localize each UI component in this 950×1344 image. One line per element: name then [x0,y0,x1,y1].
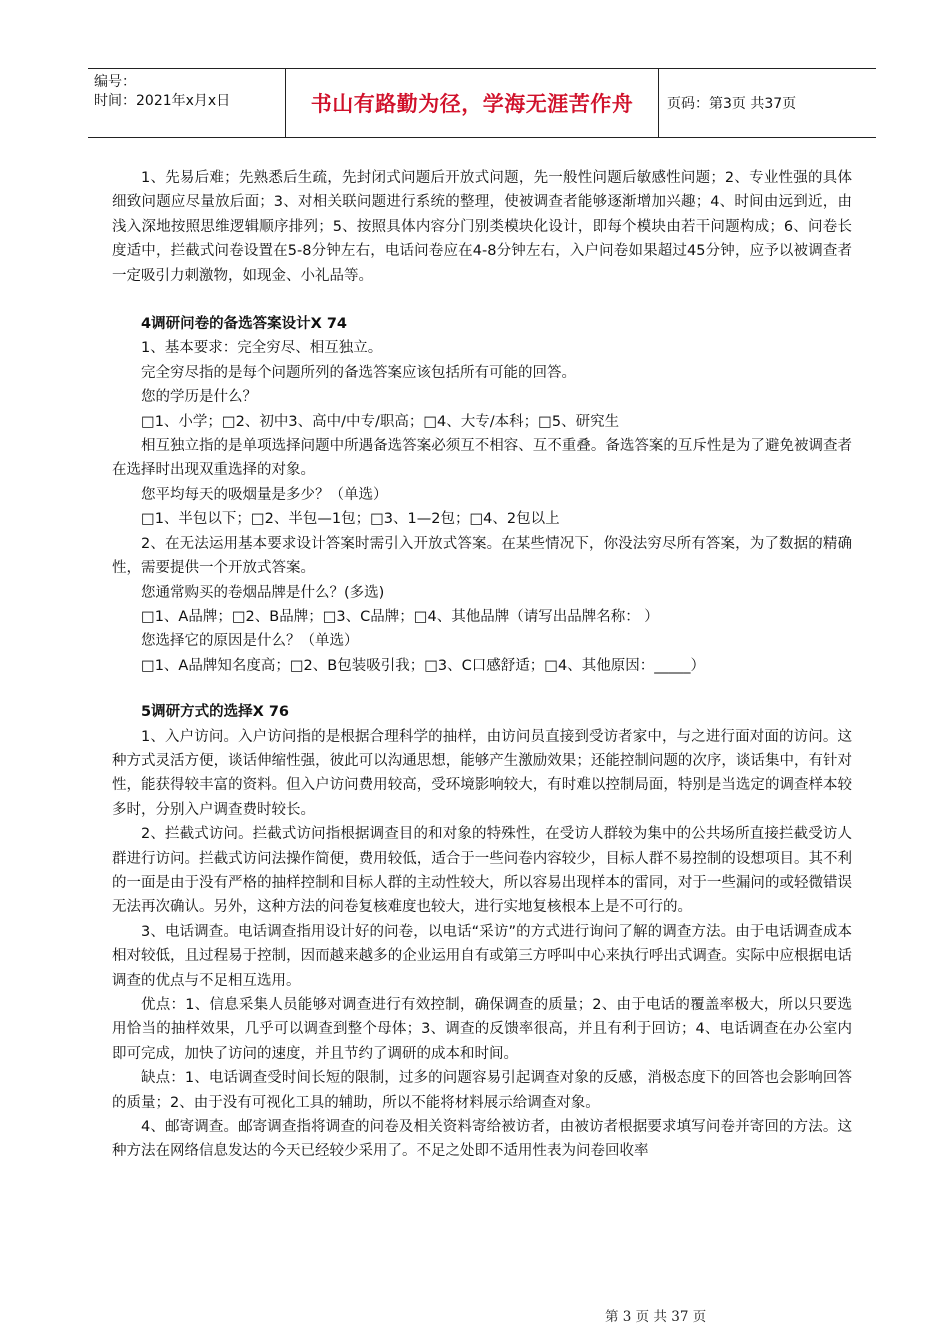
paragraph: 相互独立指的是单项选择问题中所遇备选答案必须互不相容、互不重叠。备选答案的互斥性是为了避免被调查者在选择时出现双重选择的对象。 [112,438,852,479]
paragraph: 优点：1、信息采集人员能够对调查进行有效控制，确保调查的质量；2、由于电话的覆盖率极大，所以只要选用恰当的抽样效果，几乎可以调查到整个母体；3、调查的反馈率很高，并且有利于回访；4、电话调查在办公室内即可完成，加快了访问的速度，并且节约了调研的成本和时间。 [112,997,852,1062]
paragraph: 完全穷尽指的是每个问题所列的备选答案应该包括所有可能的回答。 [141,364,576,381]
time-label: 时间：2021年x月x日 [94,93,231,109]
paragraph: 1、基本要求：完全穷尽、相互独立。 [141,340,383,357]
header-meta [88,69,286,137]
paragraph: 2、在无法运用基本要求设计答案时需引入开放式答案。在某些情况下，你没法穷尽所有答案，为了数据的精确性，需要提供一个开放式答案。 [112,535,852,577]
paragraph: □1、小学；□2、初中3、高中/中专/职高；□4、大专/本科；□5、研究生 [141,413,620,430]
paragraph: 您通常购买的卷烟品牌是什么？(多选) [141,584,385,601]
page-footer: 第 3 页 共 37 页 [605,1309,707,1325]
paragraph: 您选择它的原因是什么？（单选） [141,633,359,650]
header-motto-cell [286,69,659,137]
page-header [88,68,876,138]
paragraph: 1、入户访问。入户访问指的是根据合理科学的抽样，由访问员直接到受访者家中，与之进行面对面的访问。这种方式灵活方便，谈话伸缩性强，彼此可以沟通思想，能够产生激励效果；还能控制问题的次序，谈话集中，有针对性，能获得较丰富的资料。但入户访问费用较高，受环境影响较大，有时难以控制局面，特别是当选定的调查样本较多时，分别入户调查费时较长。 [112,728,852,818]
paragraph: 缺点：1、电话调查受时间长短的限制，过多的问题容易引起调查对象的反感，消极态度下的回答也会影响回答的质量；2、由于没有可视化工具的辅助，所以不能将材料展示给调查对象。 [112,1070,852,1111]
document-body [112,166,852,1164]
intro-paragraph: 1、先易后难；先熟悉后生疏，先封闭式问题后开放式问题，先一般性问题后敏感性问题；2、专业性强的具体细致问题应尽量放后面；3、对相关联问题进行系统的整理，使被调查者能够逐渐增加兴趣；4、时间由远到近，由浅入深地按照思维逻辑顺序排列；5、按照具体内容分门别类模块化设计，即每个模块由若干问题构成；6、问卷长度适中，拦截式问卷设置在5-8分钟左右，电话问卷应在4-8分钟左右，入户问卷如果超过45分钟，应予以被调查者一定吸引力刺激物，如现金、小礼品等。 [112,170,852,284]
paragraph: □1、A品牌；□2、B品牌；□3、C品牌；□4、其他品牌（请写出品牌名称： ） [141,608,659,625]
section-4-title: 4调研问卷的备选答案设计X 74 [141,316,347,333]
spacer [112,288,852,312]
spacer [112,678,852,700]
paragraph: 您的学历是什么？ [141,389,257,406]
number-label: 编号： [94,74,136,90]
header-page-cell [659,69,876,137]
paragraph: □1、半包以下；□2、半包—1包；□3、1—2包；□4、2包以上 [141,511,560,528]
paragraph: 您平均每天的吸烟量是多少？（单选） [141,486,388,503]
paragraph: 4、邮寄调查。邮寄调查指将调查的问卷及相关资料寄给被访者，由被访者根据要求填写问卷并寄回的方法。这种方法在网络信息发达的今天已经较少采用了。不足之处即不适用性表为问卷回收率 [112,1119,852,1160]
section-5-title: 5调研方式的选择X 76 [141,704,289,721]
paragraph: 2、拦截式访问。拦截式访问指根据调查目的和对象的特殊性，在受访人群较为集中的公共场所直接拦截受访人群进行访问。拦截式访问法操作简便，费用较低，适合于一些问卷内容较少，目标人群不易控制的设想项目。其不利的一面是由于没有严格的抽样控制和目标人群的主动性较大，所以容易出现样本的雷同，对于一些漏问的或轻微错误无法再次确认。另外，这种方法的问卷复核难度也较大，进行实地复核根本上是不可行的。 [112,826,852,916]
paragraph: 3、电话调查。电话调查指用设计好的问卷，以电话“采访”的方式进行询问了解的调查方法。由于电话调查成本相对较低，且过程易于控制，因而越来越多的企业运用自有或第三方呼叫中心来执行呼出式调查。实际中应根据电话调查的优点与不足相互选用。 [112,923,852,989]
paragraph: □1、A品牌知名度高；□2、B包装吸引我；□3、C口感舒适；□4、其他原因：_____） [141,657,705,674]
motto-text: 书山有路勤为径，学海无涯苦作舟 [310,92,634,116]
page-label: 页码：第3页 共37页 [667,96,797,112]
